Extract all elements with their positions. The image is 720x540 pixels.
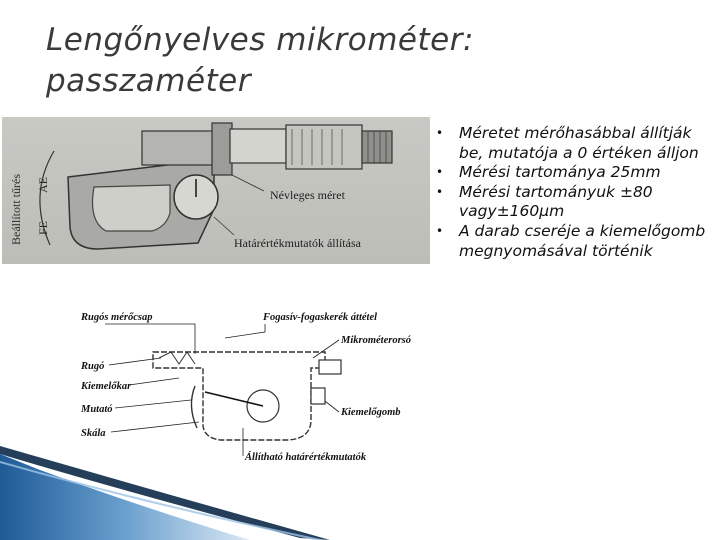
label-mikrometerorso: Mikrométerorsó xyxy=(341,335,412,346)
anvil-bar xyxy=(142,131,220,165)
bullet-text: Méretet mérőhasábbal állítják be, mutatója a 0 értéken álljon xyxy=(459,124,699,162)
label-skala: Skála xyxy=(81,428,106,439)
micrometer-photo-drawing xyxy=(2,117,430,264)
decorative-swoosh xyxy=(0,440,330,540)
lift-button-shape xyxy=(311,388,325,404)
bullet-marker: • xyxy=(436,126,444,140)
bullet-item xyxy=(436,222,711,261)
fe-label: FE xyxy=(36,220,50,235)
scale-arc xyxy=(191,386,197,428)
bullet-item xyxy=(436,183,711,222)
bullet-text: Mérési tartománya 25mm xyxy=(459,163,661,182)
label-fogasiv: Fogasív-fogaskerék áttétel xyxy=(263,312,378,323)
nominal-leader xyxy=(232,175,264,191)
slide-title-line-2: passzaméter xyxy=(46,63,251,99)
slide-title xyxy=(46,20,686,102)
nominal-size-label: Névleges méret xyxy=(270,188,345,202)
limit-leader xyxy=(214,217,234,235)
bullet-text: Mérési tartományuk ±80 vagy±160µm xyxy=(459,182,653,221)
tolerance-label: Beállított tűrés xyxy=(9,174,23,245)
bullet-marker: • xyxy=(436,184,444,199)
micrometer-photo xyxy=(2,117,430,264)
sleeve xyxy=(230,129,286,163)
ratchet xyxy=(362,131,392,163)
thimble xyxy=(286,125,362,169)
limit-setting-label: Határértékmutatók állítása xyxy=(234,236,361,250)
label-mutato: Mutató xyxy=(81,404,113,415)
spring-symbol xyxy=(159,352,195,364)
label-allithato: Állítható határértékmutatók xyxy=(245,452,367,463)
bullet-marker: • xyxy=(436,223,444,238)
ae-label: AE xyxy=(36,177,50,193)
label-kiemelogomb: Kiemelőgomb xyxy=(341,407,401,418)
bullet-item xyxy=(436,124,711,163)
label-kiemelokar: Kiemelőkar xyxy=(81,381,132,392)
schematic-leaders xyxy=(105,324,339,456)
bullet-list xyxy=(436,124,711,261)
pointer-needle xyxy=(205,392,263,406)
bullet-item xyxy=(436,163,711,183)
bullet-text: A darab cseréje a kiemelőgomb megnyomásával történik xyxy=(459,221,706,260)
bullet-marker: • xyxy=(436,165,444,180)
schematic-frame xyxy=(153,352,325,440)
label-rugo: Rugó xyxy=(81,361,105,372)
label-rugos-merocsap: Rugós mérőcsap xyxy=(81,312,153,323)
frame-opening xyxy=(93,185,171,231)
spindle-block xyxy=(319,360,341,374)
slide-title-line-1: Lengőnyelves mikrométer: xyxy=(46,22,474,58)
anvil-block xyxy=(212,123,232,175)
